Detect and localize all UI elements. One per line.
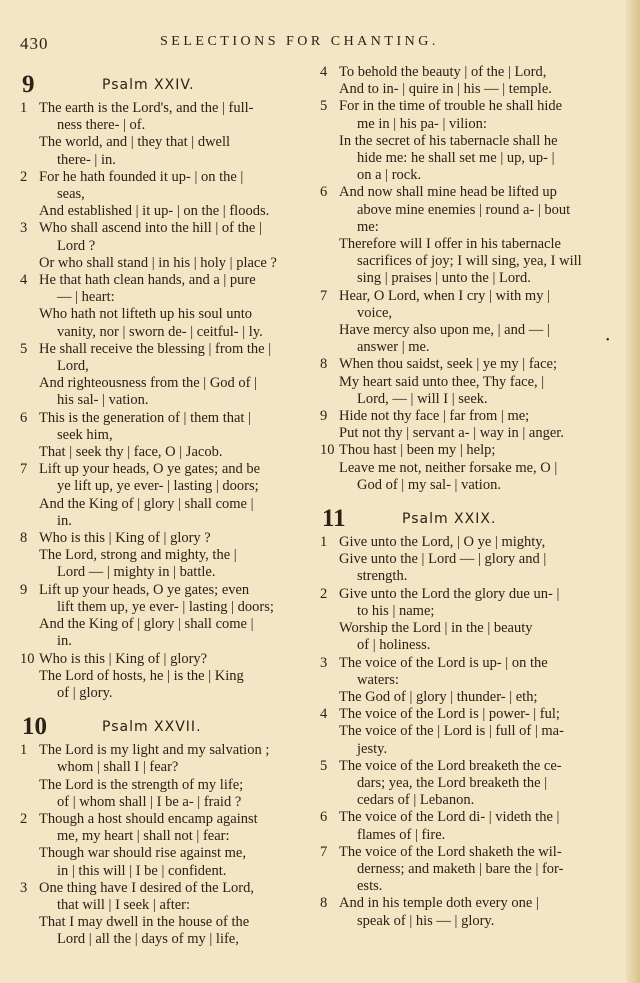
verse-line: seas,: [57, 186, 85, 203]
verse-line: Though war should rise against me,: [39, 845, 246, 862]
verse-line: The voice of the Lord is | power- | ful;: [339, 706, 560, 723]
verse: [20, 220, 307, 272]
verse-line: me, my heart | shall not | fear:: [57, 828, 230, 845]
verse-number: 7: [320, 843, 328, 860]
verse: [20, 651, 307, 703]
verse: [20, 811, 307, 880]
verse-line: Give unto the | Lord — | glory and |: [339, 551, 547, 568]
verse-line: In the secret of his tabernacle shall he: [339, 132, 558, 149]
verse-number: 4: [320, 706, 328, 723]
verse-line: me in | his pa- | vilion:: [357, 115, 487, 132]
verse-line: answer | me.: [357, 339, 430, 356]
verse: [320, 64, 610, 98]
verse-line: One thing have I desired of the Lord,: [39, 879, 255, 896]
verse-line: on a | rock.: [357, 167, 422, 184]
verse-line: When thou saidst, seek | ye my | face;: [339, 356, 558, 373]
verse-line: Hide not thy face | far from | me;: [339, 408, 530, 425]
verse-line: The voice of the Lord breaketh the ce-: [339, 757, 562, 774]
verse: [320, 356, 610, 408]
verse-number: 1: [20, 100, 28, 116]
verse-line: voice,: [357, 304, 393, 321]
verse-line: And to in- | quire in | his — | temple.: [339, 81, 552, 98]
verse-line: Give unto the Lord, | O ye | mighty,: [339, 534, 546, 551]
section-gap: [320, 494, 610, 506]
verse-number: 3: [320, 654, 328, 671]
verse-line: cedars of | Lebanon.: [357, 792, 475, 809]
verse-line: above mine enemies | round a- | bout: [357, 201, 571, 218]
verse-line: The God of | glory | thunder- | eth;: [339, 688, 538, 705]
verse-line: God of | my sal- | vation.: [357, 476, 501, 493]
verse-line: his sal- | vation.: [57, 392, 149, 409]
verse-line: The Lord of hosts, he | is the | King: [39, 667, 244, 684]
verse-line: Lift up your heads, O ye gates; and be: [39, 461, 261, 478]
verse-line: Though a host should encamp against: [39, 810, 258, 827]
verse-line: And righteousness from the | God of |: [39, 375, 258, 392]
verse-line: jesty.: [357, 740, 388, 757]
verse-line: to his | name;: [357, 602, 435, 619]
verse-number: 4: [320, 64, 328, 80]
psalm-number: 9: [22, 71, 35, 98]
verse-line: that will | I seek | after:: [57, 896, 191, 913]
verse-number: 1: [20, 742, 28, 759]
verse-number: 2: [320, 585, 328, 602]
verse-line: Put not thy | servant a- | way in | anger.: [339, 425, 564, 442]
verse-line: The earth is the Lord's, and the | full-: [39, 100, 254, 116]
psalm-title: Psalm XXIV.: [102, 77, 195, 93]
verse-line: My heart said unto thee, Thy face, |: [339, 373, 545, 390]
verse: [320, 288, 610, 357]
verse-line: The Lord is my light and my salvation ;: [39, 742, 270, 759]
verse-line: And now shall mine head be lifted up: [339, 184, 557, 201]
verse-line: ye lift up, ye ever- | lasting | doors;: [57, 478, 259, 495]
psalm-heading: [320, 506, 610, 534]
verse-line: Lord ?: [57, 237, 96, 254]
verse-line: Have mercy also upon me, | and — |: [339, 322, 550, 339]
verse-number: 2: [20, 168, 28, 185]
verse: [20, 880, 307, 949]
verse-line: there- | in.: [57, 151, 116, 168]
psalm-heading: [20, 72, 307, 100]
verse-line: Therefore will I offer in his tabernacle: [339, 236, 561, 253]
verse-number: 8: [20, 530, 28, 547]
verse-line: in.: [57, 633, 72, 650]
page-number: 430: [20, 34, 49, 53]
verse-line: That | seek thy | face, O | Jacob.: [39, 444, 223, 461]
verse-line: The Lord, strong and mighty, the |: [39, 547, 237, 564]
verse-line: seek him,: [57, 426, 113, 443]
verse-line: Lord, — | will I | seek.: [357, 390, 488, 407]
section-gap: [20, 702, 307, 714]
page-edge: [626, 0, 640, 983]
verse-line: of | holiness.: [357, 637, 431, 654]
verse-line: sing | praises | unto the | Lord.: [357, 270, 531, 287]
verse-line: He that hath clean hands, and a | pure: [39, 272, 256, 289]
verse-line: For in the time of trouble he shall hide: [339, 98, 563, 115]
verse-line: — | heart:: [57, 289, 115, 306]
verse-line: Lift up your heads, O ye gates; even: [39, 581, 250, 598]
verse-number: 6: [320, 809, 328, 826]
verse-line: ests.: [357, 878, 383, 895]
verse-line: of | glory.: [57, 684, 113, 701]
page-header: [20, 34, 620, 56]
psalm-title: Psalm XXVII.: [102, 719, 202, 736]
verse-number: 6: [20, 409, 28, 426]
psalm-number: 11: [322, 505, 346, 533]
verse-line: Or who shall stand | in his | holy | place ?: [39, 254, 277, 271]
verse: [320, 895, 610, 929]
verse: [320, 98, 610, 184]
verse: [320, 442, 610, 494]
verse-line: flames of | fire.: [357, 826, 446, 843]
verse-number: 4: [20, 272, 28, 289]
verse-line: lift them up, ye ever- | lasting | doors;: [57, 598, 274, 615]
verse: [20, 742, 307, 811]
verse-line: speak of | his — | glory.: [357, 912, 495, 929]
verse-line: The Lord is the strength of my life;: [39, 776, 244, 793]
verse-line: The voice of the Lord shaketh the wil-: [339, 843, 562, 860]
verse: [20, 341, 307, 410]
verse-line: Lord — | mighty in | battle.: [57, 564, 216, 581]
verse-line: whom | shall I | fear?: [57, 759, 179, 776]
verse-line: He shall receive the blessing | from the |: [39, 340, 272, 357]
verse-line: strength.: [357, 568, 408, 585]
verse-number: 8: [320, 895, 328, 912]
psalm-heading: [20, 714, 307, 742]
verse-line: For he hath founded it up- | on the |: [39, 168, 244, 185]
verse-number: 10: [20, 650, 35, 667]
verse-line: Hear, O Lord, when I cry | with my |: [339, 287, 550, 304]
right-column: [320, 64, 610, 930]
verse-number: 2: [20, 810, 28, 827]
verse-line: And the King of | glory | shall come |: [39, 495, 254, 512]
margin-ornament: •: [606, 335, 610, 346]
verse: [20, 582, 307, 651]
verse-line: That I may dwell in the house of the: [39, 914, 250, 931]
verse: [20, 100, 307, 169]
verse: [320, 706, 610, 758]
verse-line: hide me: he shall set me | up, up- |: [357, 150, 555, 167]
verse-line: Give unto the Lord the glory due un- |: [339, 585, 560, 602]
verse-number: 9: [20, 581, 28, 598]
verse-number: 3: [20, 879, 28, 896]
verse: [320, 655, 610, 707]
verse: [320, 408, 610, 442]
verse: [20, 410, 307, 462]
left-column: [20, 72, 307, 949]
verse-line: Lord,: [57, 358, 89, 375]
verse: [320, 586, 610, 655]
verse-number: 3: [20, 220, 28, 237]
verse-line: The voice of the | Lord is | full of | ma-: [339, 723, 564, 740]
verse-number: 8: [320, 356, 328, 373]
verse-line: And in his temple doth every one |: [339, 895, 539, 912]
verse-number: 6: [320, 184, 328, 201]
verse-number: 5: [320, 757, 328, 774]
psalm-number: 10: [22, 713, 47, 741]
verse-line: Who is this | King of | glory?: [39, 650, 208, 667]
verse-number: 5: [20, 340, 28, 357]
verse-line: in.: [57, 512, 72, 529]
verse: [320, 184, 610, 287]
verse-number: 1: [320, 534, 328, 551]
verse: [20, 530, 307, 582]
verse-line: ness there- | of.: [57, 117, 146, 134]
verse-line: me:: [357, 218, 379, 235]
verse: [320, 809, 610, 843]
psalm-title: Psalm XXIX.: [402, 511, 497, 528]
verse-line: derness; and maketh | bare the | for-: [357, 860, 564, 877]
verse-number: 5: [320, 98, 328, 115]
verse: [20, 169, 307, 221]
verse-line: Who hath not lifteth up his soul unto: [39, 306, 253, 323]
verse-line: Who is this | King of | glory ?: [39, 530, 211, 547]
verse: [320, 844, 610, 896]
verse-number: 7: [320, 287, 328, 304]
verse-line: Thou hast | been my | help;: [339, 442, 496, 459]
verse-line: And established | it up- | on the | floods.: [39, 203, 270, 220]
verse-number: 10: [320, 442, 335, 459]
verse: [320, 758, 610, 810]
verse-number: 7: [20, 461, 28, 478]
verse-line: The voice of the Lord di- | videth the |: [339, 809, 560, 826]
verse-line: This is the generation of | them that |: [39, 409, 251, 426]
verse-line: The voice of the Lord is up- | on the: [339, 654, 548, 671]
verse-line: Worship the Lord | in the | beauty: [339, 620, 533, 637]
verse-line: Leave me not, neither forsake me, O |: [339, 459, 558, 476]
verse-line: of | whom shall | I be a- | fraid ?: [57, 793, 242, 810]
verse-number: 9: [320, 408, 328, 425]
verse-line: vanity, nor | sworn de- | ceitful- | ly.: [57, 323, 263, 340]
verse: [320, 534, 610, 586]
verse: [20, 461, 307, 530]
verse-line: in | this will | I be | confident.: [57, 862, 227, 879]
verse-line: And the King of | glory | shall come |: [39, 616, 254, 633]
verse-line: waters:: [357, 671, 399, 688]
verse-line: Lord | all the | days of my | life,: [57, 931, 239, 948]
verse-line: To behold the beauty | of the | Lord,: [339, 64, 547, 80]
verse: [20, 272, 307, 341]
verse-line: dars; yea, the Lord breaketh the |: [357, 774, 548, 791]
verse-line: sacrifices of joy; I will sing, yea, I will: [357, 253, 582, 270]
verse-line: The world, and | they that | dwell: [39, 134, 231, 151]
running-title: SELECTIONS FOR CHANTING.: [160, 34, 439, 49]
verse-line: Who shall ascend into the hill | of the |: [39, 220, 262, 237]
